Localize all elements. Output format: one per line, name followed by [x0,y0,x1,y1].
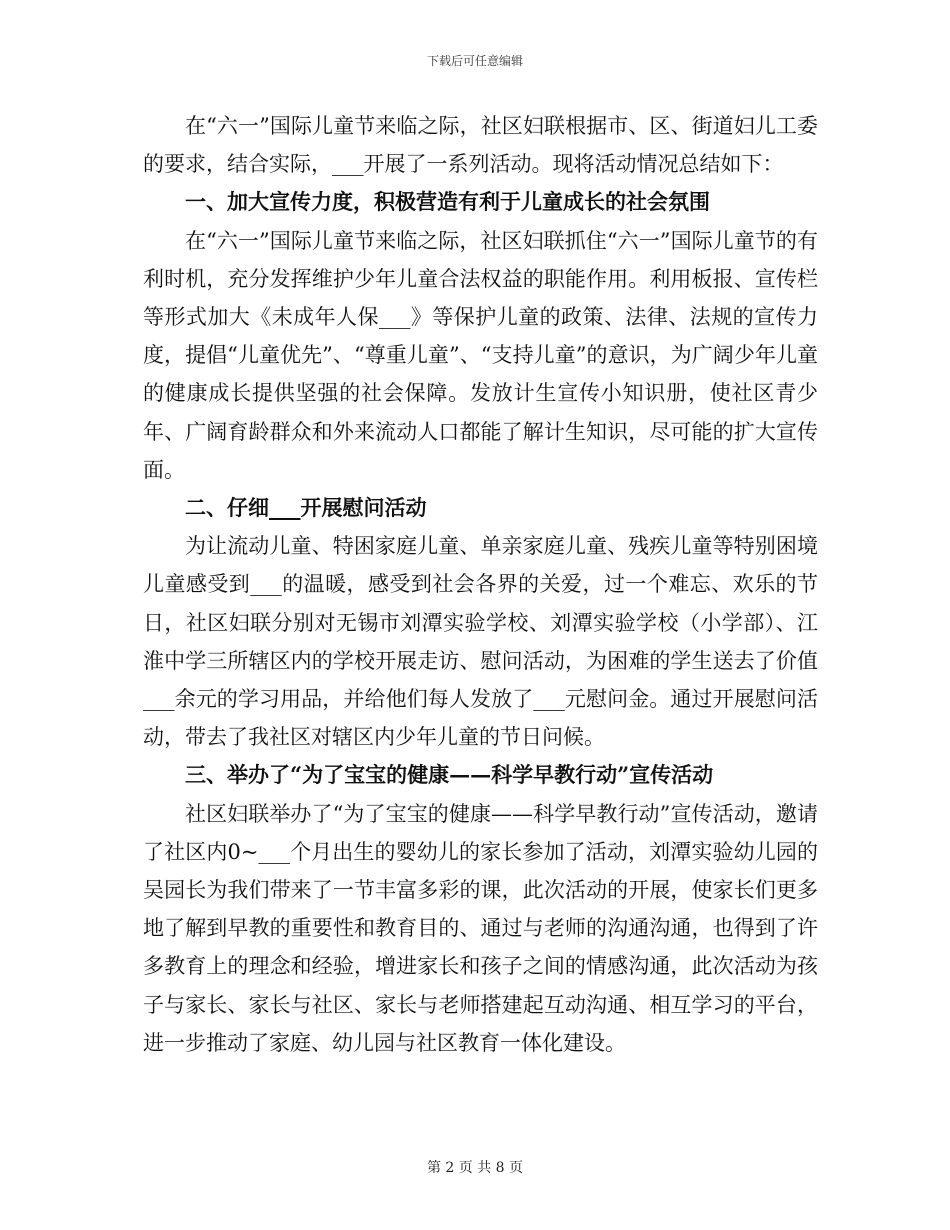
section-heading-1: 一、加大宣传力度，积极营造有利于儿童成长的社会氛围 [185,189,710,215]
section-heading-3: 三、举办了“为了宝宝的健康——科学早教行动”宣传活动 [185,762,714,788]
intro-paragraph: 在“六一”国际儿童节来临之际，社区妇联根据市、区、街道妇儿工委的要求，结合实际，___开展了一系列活动。现将活动情况总结如下： [143,114,818,177]
section-2-paragraph: 为让流动儿童、特困家庭儿童、单亲家庭儿童、残疾儿童等特别困境儿童感受到___的温暖，感受到社会各界的关爱，过一个难忘、欢乐的节日，社区妇联分别对无锡市刘潭实验学校、刘潭实验学校（小学部）、江淮中学三所辖区内的学校开展走访、慰问活动，为困难的学生送去了价值___余元的学习用品，并给他们每人发放了___元慰问金。通过开展慰问活动，带去了我社区对辖区内少年儿童的节日问候。 [143,534,818,750]
page-footer: 第 2 页 共 8 页 [426,1160,524,1176]
document-body [143,107,818,1062]
page-header: 下载后可任意编辑 [426,54,523,68]
section-1-paragraph: 在“六一”国际儿童节来临之际，社区妇联抓住“六一”国际儿童节的有利时机，充分发挥维护少年儿童合法权益的职能作用。利用板报、宣传栏等形式加大《未成年人保___》等保护儿童的政策、法律、法规的宣传力度，提倡“儿童优先”、“尊重儿童”、“支持儿童”的意识，为广阔少年儿童的健康成长提供坚强的社会保障。发放计生宣传小知识册，使社区青少年、广阔育龄群众和外来流动人口都能了解计生知识，尽可能的扩大宣传面。 [143,228,818,482]
section-heading-2: 二、仔细___开展慰问活动 [185,495,427,521]
section-3-paragraph: 社区妇联举办了“为了宝宝的健康——科学早教行动”宣传活动，邀请了社区内0~___个月出生的婴幼儿的家长参加了活动，刘潭实验幼儿园的吴园长为我们带来了一节丰富多彩的课，此次活动的开展，使家长们更多地了解到早教的重要性和教育目的、通过与老师的沟通沟通，也得到了许多教育上的理念和经验，增进家长和孩子之间的情感沟通，此次活动为孩子与家长、家长与社区、家长与老师搭建起互动沟通、相互学习的平台，进一步推动了家庭、幼儿园与社区教育一体化建设。 [143,801,818,1055]
